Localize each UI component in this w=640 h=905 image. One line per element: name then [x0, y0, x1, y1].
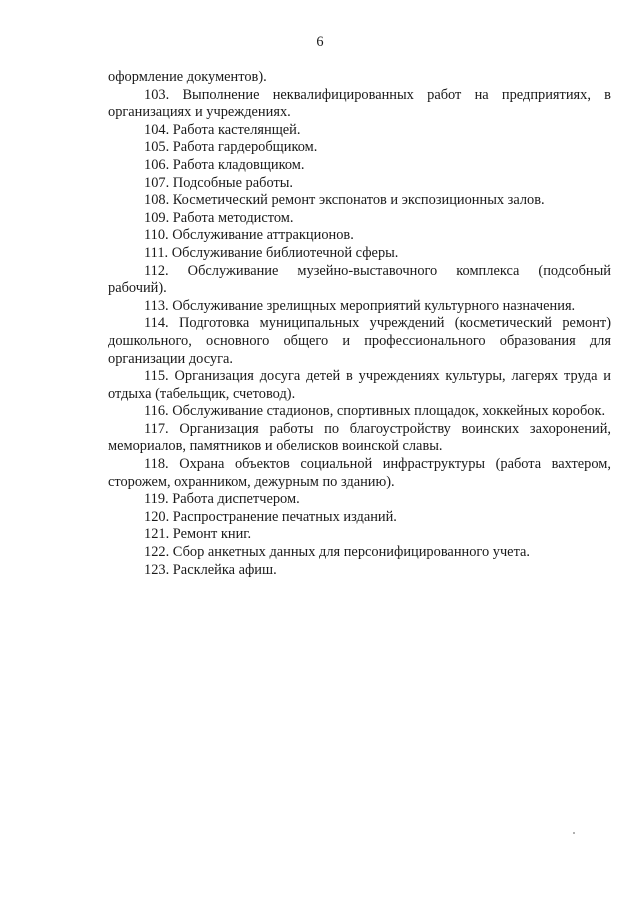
item-text: Расклейка афиш.: [172, 561, 277, 578]
item-number: 112.: [144, 262, 169, 279]
item-text: Обслуживание зрелищных мероприятий культурного назначения.: [172, 297, 576, 314]
list-item: [108, 526, 611, 544]
item-number: 104.: [144, 121, 170, 138]
list-item: [108, 192, 611, 210]
item-number: 106.: [144, 156, 170, 173]
item-number: 118.: [144, 456, 169, 473]
list-item: [108, 315, 611, 368]
item-text: Охрана объектов социальной инфраструктуры (работа вахтером, сторожем, охранником, дежурным по зданию).: [108, 456, 611, 490]
item-text: Обслуживание стадионов, спортивных площадок, хоккейных коробок.: [172, 403, 606, 420]
item-number: 111.: [144, 244, 169, 261]
item-number: 113.: [144, 297, 169, 314]
item-text: Работа кастелянщей.: [172, 121, 301, 138]
item-number: 109.: [144, 209, 170, 226]
item-number: 115.: [144, 368, 169, 385]
list-item: [108, 175, 611, 193]
list-item: [108, 403, 611, 421]
item-text: Ремонт книг.: [172, 526, 252, 543]
item-text: Обслуживание музейно-выставочного комплекса (подсобный рабочий).: [108, 262, 611, 297]
list-item: [108, 139, 611, 157]
list-item: [108, 87, 611, 122]
continuation-paragraph: оформление документов).: [108, 69, 267, 85]
item-number: 116.: [144, 403, 169, 420]
item-number: 103.: [144, 86, 170, 103]
list-item: [108, 298, 611, 316]
item-text: Распространение печатных изданий.: [172, 508, 397, 525]
item-number: 121.: [144, 526, 170, 543]
item-number: 120.: [144, 508, 170, 525]
item-number: 108.: [144, 192, 170, 209]
page-number: 6: [316, 34, 324, 50]
list-item: [108, 210, 611, 228]
item-number: 123.: [144, 561, 170, 578]
list-item: [108, 456, 611, 491]
item-text: Организация досуга детей в учреждениях культуры, лагерях труда и отдыха (табельщик, счетовод).: [108, 368, 611, 402]
list-item: [108, 157, 611, 175]
list-item: [108, 227, 611, 245]
item-number: 122.: [144, 544, 170, 561]
item-text: Работа кладовщиком.: [172, 156, 305, 173]
item-text: Обслуживание библиотечной сферы.: [171, 244, 399, 261]
item-number: 117.: [144, 420, 169, 437]
list-item: [108, 245, 611, 263]
item-number: 114.: [144, 315, 169, 332]
item-text: Сбор анкетных данных для персонифицированного учета.: [172, 544, 531, 561]
document-body: [108, 69, 611, 579]
list-item: [108, 122, 611, 140]
item-number: 110.: [144, 227, 169, 244]
list-item: [108, 544, 611, 562]
list-item: [108, 368, 611, 403]
list-item: [108, 263, 611, 298]
list-item: [108, 421, 611, 456]
item-text: Обслуживание аттракционов.: [172, 227, 354, 244]
item-number: 105.: [144, 139, 170, 156]
list-item: [108, 491, 611, 509]
item-number: 107.: [144, 174, 170, 191]
item-number: 119.: [144, 491, 169, 508]
item-text: Организация работы по благоустройству воинских захоронений, мемориалов, памятников и обелисков воинской славы.: [108, 420, 611, 455]
item-text: Подсобные работы.: [172, 174, 294, 191]
item-text: Косметический ремонт экспонатов и экспозиционных залов.: [172, 192, 545, 209]
item-text: Подготовка муниципальных учреждений (косметический ремонт) дошкольного, основного общего и профессионального образования для организации досуга.: [108, 315, 611, 367]
item-text: Работа методистом.: [172, 209, 294, 226]
list-item: [108, 509, 611, 527]
item-text: Работа диспетчером.: [172, 491, 300, 508]
item-text: Выполнение неквалифицированных работ на предприятиях, в организациях и учреждениях.: [108, 86, 611, 121]
item-text: Работа гардеробщиком.: [172, 139, 318, 156]
scan-speck: [573, 832, 575, 834]
list-item: [108, 562, 611, 580]
